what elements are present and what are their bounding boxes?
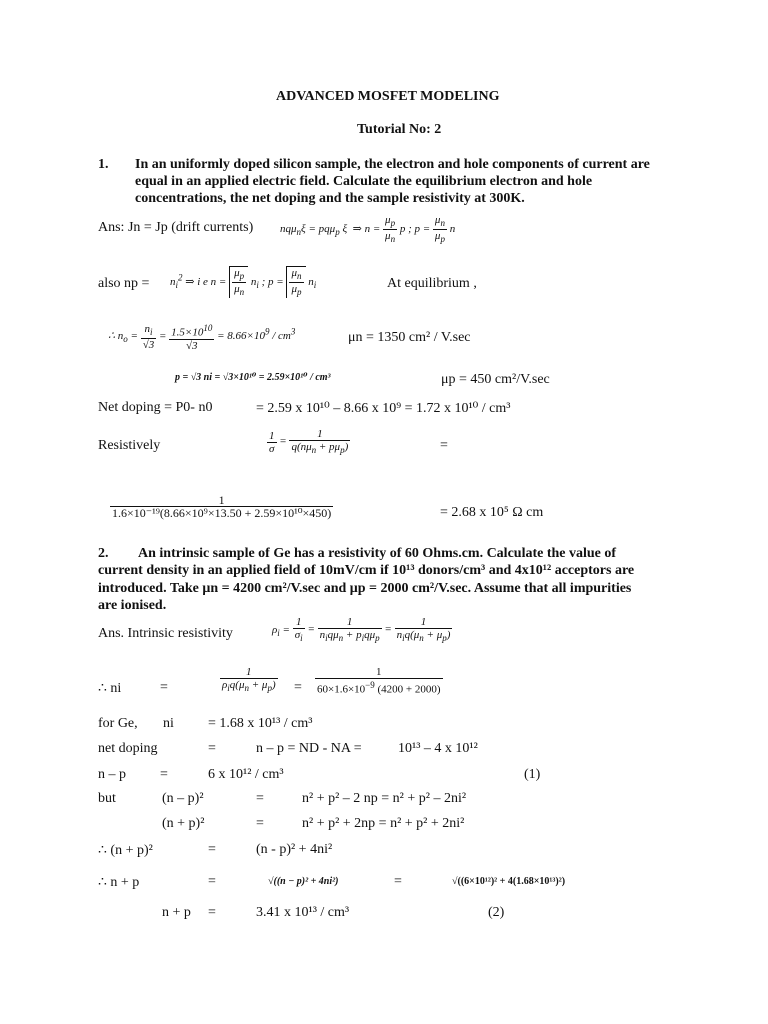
q1-also-label: also np = [98, 276, 150, 291]
q1-eq2: $n_i^2$ ⇒ i e n = $\frac{\mu_p}{\mu_n}$ $n_i$ ; p = $\frac{\mu_n}{\mu_p}$ $n_i$ [170, 267, 317, 298]
q2-tag-2: (2) [488, 905, 505, 920]
q2-nmp-value: 6 x 10¹² / cm³ [208, 767, 284, 782]
q2-eq-sign-3: = [208, 741, 216, 756]
q2-nmp-label: n – p [98, 767, 126, 782]
q2-th1-left: ∴ (n + p)² [98, 843, 153, 858]
q1-mu-n: μn = 1350 cm² / V.sec [348, 330, 471, 345]
q1-ans-label: Ans: Jn = Jp (drift currents) [98, 220, 254, 235]
q2-eq-sign-8: = [208, 874, 216, 889]
q2-text-line1: An intrinsic sample of Ge has a resistivity of 60 Ohms.cm. Calculate the value of [138, 546, 617, 561]
q2-th1-right: (n - p)² + 4ni² [256, 842, 333, 857]
q2-eq-sign-6: = [256, 816, 264, 831]
page-title: ADVANCED MOSFET MODELING [276, 89, 500, 104]
q1-text-line2: equal in an applied electric field. Calculate the equilibrium electron and hole [135, 174, 593, 189]
q2-eq-sign-5: = [256, 791, 264, 806]
q2-eq-sign-7: = [208, 842, 216, 857]
q2-number: 2. [98, 546, 109, 561]
q1-eq4: p = √3 ni = √3×10¹⁰ = 2.59×10¹⁰ / cm³ [175, 372, 331, 383]
q1-resist-eq: $\frac{1}{\sigma}$ = $\frac{1}{q(n\mu_n + p\mu_p)}$ [269, 428, 349, 456]
q2-text-line3: introduced. Take μn = 4200 cm²/V.sec and μp = 2000 cm²/V.sec. Assume that all impurities [98, 581, 632, 596]
q2-final-left: n + p [162, 905, 191, 920]
q2-ni-symbol: ni [163, 716, 174, 731]
q2-ans-label: Ans. Intrinsic resistivity [98, 626, 233, 641]
q2-netdop-mid: n – p = ND - NA = [256, 741, 362, 756]
q2-ni-value: = 1.68 x 10¹³ / cm³ [208, 716, 313, 731]
q2-eq-sign-9: = [394, 874, 402, 889]
q2-sq2-right: n² + p² + 2np = n² + p² + 2ni² [302, 816, 465, 831]
q1-number: 1. [98, 157, 109, 172]
q2-but: but [98, 791, 116, 806]
tutorial-subtitle: Tutorial No: 2 [357, 122, 442, 137]
q2-th2-left: ∴ n + p [98, 875, 140, 890]
q2-netdop-label: net doping [98, 741, 158, 756]
q2-ni-eq2: $\frac{1}{60\times 1.6\times 10^{-9} (4200 + 2000)}$ [317, 666, 441, 696]
q1-equals: = [440, 438, 448, 453]
q2-ge-label: for Ge, [98, 716, 138, 731]
q2-intrinsic-eq: $\rho_i$ = $\frac{1}{\sigma_i}$ = $\frac{1}{n_iq\mu_n + p_iq\mu_p}$ = $\frac{1}{n_iq(\mu_n + \mu_p)}$ [272, 616, 451, 644]
q1-resist-label: Resistively [98, 438, 161, 453]
q1-eq3: ∴ $n_o$ = $\frac{n_i}{√3}$ = $\frac{1.5\times 10^{10}}{√3}$ = $8.66\times 10^9 / cm^3$ [108, 322, 296, 352]
q1-text-line1: In an uniformly doped silicon sample, the electron and hole components of current are [135, 157, 650, 172]
q2-tag-1: (1) [524, 767, 541, 782]
q2-eq-sign-10: = [208, 905, 216, 920]
q2-ni-eq1: $\frac{1}{\rho_iq(\mu_n + \mu_p)}$ [222, 666, 276, 694]
q1-big-den: 1.6×10⁻¹⁹(8.66×10⁹×13.50 + 2.59×10¹⁰×450) [112, 506, 332, 520]
q1-mu-p: μp = 450 cm²/V.sec [441, 372, 550, 387]
q1-net-doping-label: Net doping = P0- n0 [98, 400, 213, 415]
q2-netdop-value: 10¹³ – 4 x 10¹² [398, 741, 478, 756]
q2-eq-sign-4: = [160, 767, 168, 782]
q2-text-line2: current density in an applied field of 10mV/cm if 10¹³ donors/cm³ and 4x10¹² acceptors are [98, 563, 635, 578]
q2-eq-sign-1: = [160, 680, 168, 695]
q1-big-fraction [110, 494, 333, 519]
q1-text-line3: concentrations, the net doping and the sample resistivity at 300K. [135, 191, 525, 206]
q2-sq1-right: n² + p² – 2 np = n² + p² – 2ni² [302, 791, 467, 806]
q1-big-num: 1 [110, 494, 333, 507]
q2-ni-label: ∴ ni [98, 681, 122, 696]
q2-text-line4: are ionised. [98, 598, 167, 613]
q2-sq1-left: (n – p)² [162, 791, 204, 806]
q2-sq2-left: (n + p)² [162, 816, 205, 831]
q1-net-doping-value: = 2.59 x 10¹⁰ – 8.66 x 10⁹ = 1.72 x 10¹⁰ / cm³ [256, 401, 511, 416]
q2-final-value: 3.41 x 10¹³ / cm³ [256, 905, 350, 920]
q1-result: = 2.68 x 10⁵ Ω cm [440, 505, 544, 520]
q2-th2-right: √((6×10¹²)² + 4(1.68×10¹³)²) [452, 876, 566, 887]
q1-equilibrium: At equilibrium , [387, 276, 477, 291]
q2-th2-mid: √((n − p)² + 4ni²) [268, 876, 339, 887]
q2-eq-sign-2: = [294, 680, 302, 695]
q1-eq1: nqμ$_n$ξ = pqμ$_p$ ξ ⇒ n = $\frac{\mu_p}{\mu_n}$ p ; p = $\frac{\mu_n}{\mu_p}$ n [280, 214, 456, 245]
